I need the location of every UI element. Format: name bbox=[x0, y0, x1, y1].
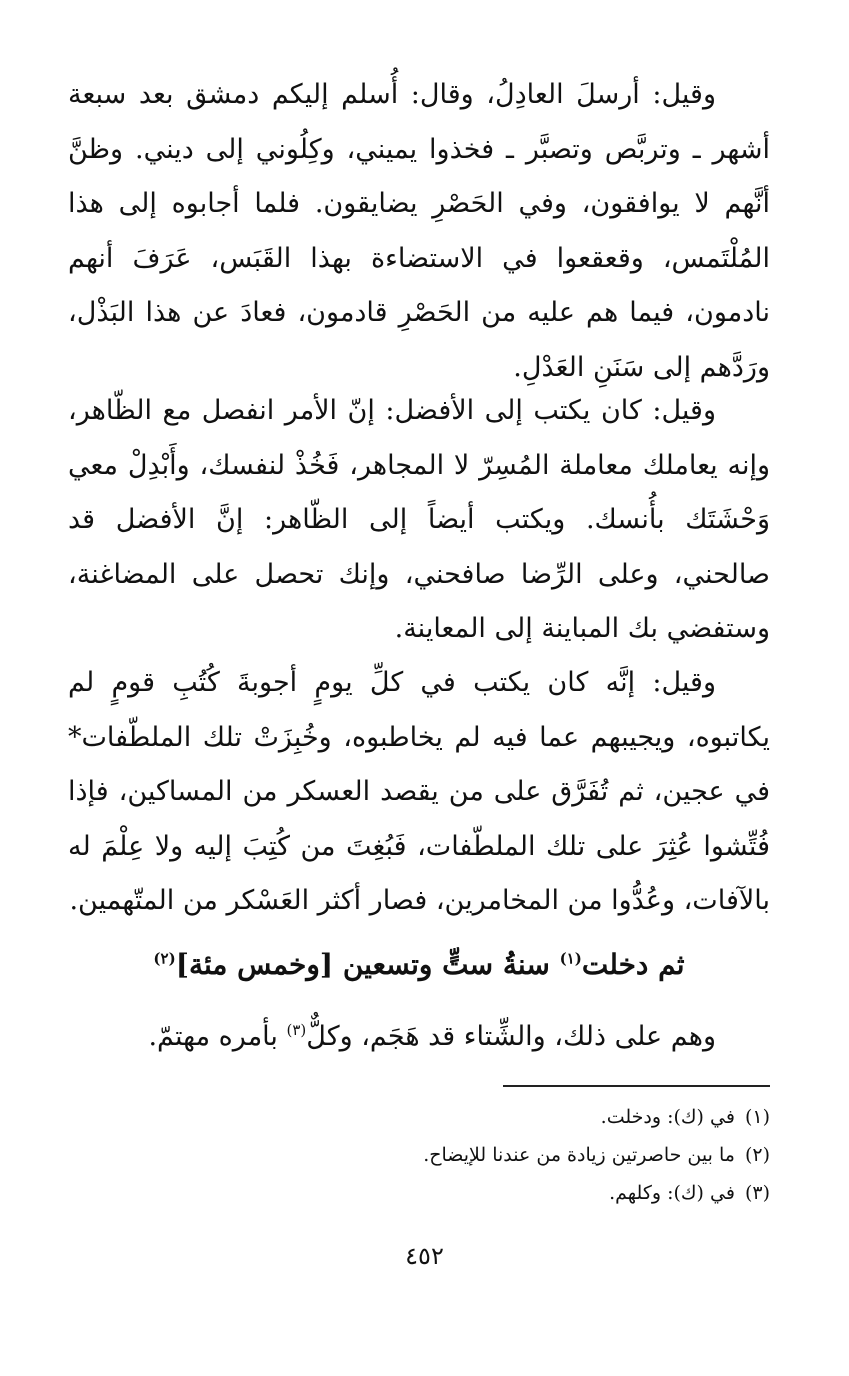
footnote-1 bbox=[68, 1098, 770, 1136]
footnote-number: (١) bbox=[744, 1106, 770, 1128]
footnote-text: في (ك): ودخلت. bbox=[600, 1106, 735, 1128]
closing-part-2: بأمره مهتمّ. bbox=[148, 1021, 287, 1052]
closing-paragraph bbox=[68, 1010, 770, 1065]
heading-part-2: سنةُ ستٍّ وتسعين [وخمس مئة] bbox=[175, 948, 560, 981]
footnote-number: (٢) bbox=[744, 1144, 770, 1166]
footnote-2 bbox=[68, 1136, 770, 1174]
footnote-text: ما بين حاصرتين زيادة من عندنا للإيضاح. bbox=[423, 1144, 735, 1166]
section-heading bbox=[68, 940, 770, 990]
paragraph-1: وقيل: أرسلَ العادِلُ، وقال: أُسلم إليكم دمشق بعد سبعة أشهر ـ وتربَّص وتصبَّر ـ فخذوا يميني، وكِلُوني إلى ديني. وظنَّ أنَّهم لا يوافقون، وفي الحَصْرِ يضايقون. فلما أجابوه إلى هذا المُلْتَمس، وقعقعوا في الاستضاءة بهذا القَبَس، عَرَفَ أنهم نادمون، فيما هم عليه من الحَصْرِ قادمون، فعادَ عن هذا البَذْل، ورَدَّهم إلى سَنَنِ العَدْلِ. bbox=[68, 79, 770, 383]
paragraph-2: وقيل: كان يكتب إلى الأفضل: إنّ الأمر انفصل مع الظّاهر، وإنه يعاملك معاملة المُسِرّ لا المجاهر، فَخُذْ لنفسك، وأَبْدِلْ معي وَحْشَتَك بأُنسك. ويكتب أيضاً إلى الظّاهر: إنَّ الأفضل قد صالحني، وعلى الرِّضا صافحني، وإنك تحصل على المضاغنة، وستفضي بك المباينة إلى المعاينة. bbox=[68, 395, 770, 645]
closing-part-1: وهم على ذلك، والشِّتاء قد هَجَم، وكلٌّ bbox=[306, 1021, 716, 1052]
footnote-3 bbox=[68, 1174, 770, 1212]
footnote-divider bbox=[503, 1085, 770, 1087]
footnote-text: في (ك): وكلهم. bbox=[609, 1182, 735, 1204]
footnote-number: (٣) bbox=[744, 1182, 770, 1204]
page-number: ٤٥٢ bbox=[405, 1242, 444, 1270]
footnote-ref-1: (١) bbox=[559, 949, 582, 968]
heading-part-1: ثم دخلت bbox=[581, 948, 685, 981]
footnotes-list bbox=[68, 1098, 770, 1212]
footnote-ref-3: (٣) bbox=[286, 1021, 307, 1039]
footnote-ref-2: (٢) bbox=[153, 949, 176, 968]
paragraph-3: وقيل: إنَّه كان يكتب في كلِّ يومٍ أجوبةَ كُتُبِ قومٍ لم يكاتبوه، ويجيبهم عما فيه لم يخاطبوه، وخُبِزَتْ تلك الملطّفات* في عجين، ثم تُفَرَّق على من يقصد العسكر من المساكين، فإذا فُتِّشوا عُثِرَ على تلك الملطّفات، فَبُغِتَ من كُتِبَ إليه ولا عِلْمَ له بالآفات، وعُدُّوا من المخامرين، فصار أكثر العَسْكر من المتّهمين. bbox=[68, 667, 770, 917]
